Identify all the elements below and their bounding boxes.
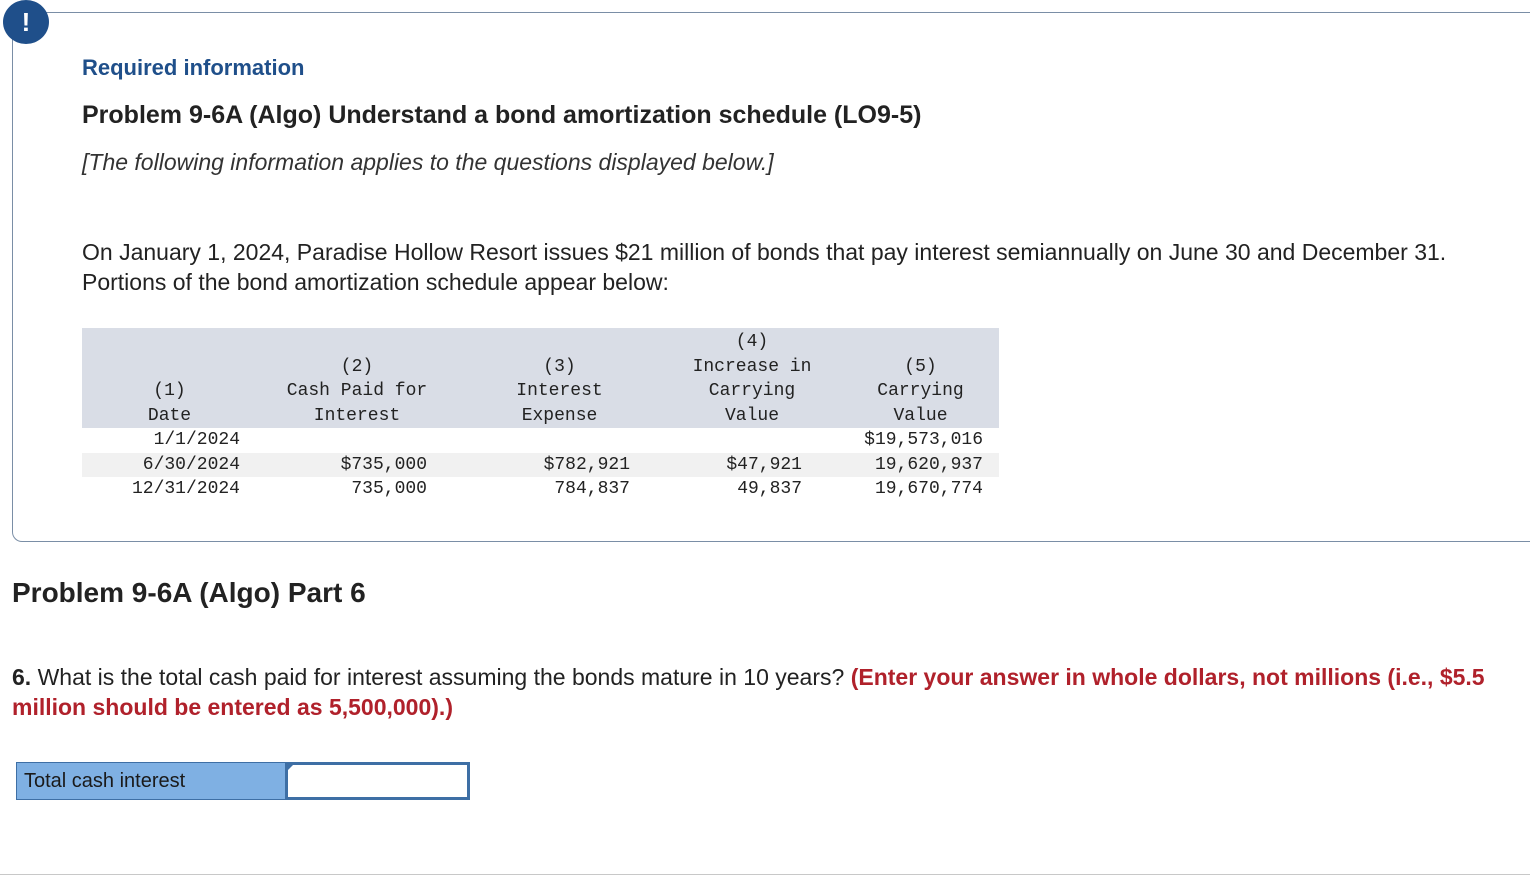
- cell-interest-expense: 784,837: [554, 479, 630, 499]
- table-row: [82, 453, 999, 478]
- cell-interest-expense: [457, 428, 662, 453]
- bottom-divider: [0, 874, 1530, 875]
- cell-carrying-value: $19,573,016: [864, 430, 983, 450]
- header-date: (1) Date: [82, 328, 257, 428]
- table-row: [82, 428, 999, 453]
- answer-input-container: [285, 763, 469, 799]
- header-interest-expense: (3) Interest Expense: [457, 328, 662, 428]
- cell-carrying-value: 19,620,937: [842, 453, 999, 478]
- applies-note: [The following information applies to the questions displayed below.]: [82, 149, 774, 175]
- header-increase-carrying-value: (4) Increase in Carrying Value: [662, 328, 842, 428]
- cell-increase: 49,837: [737, 479, 802, 499]
- cell-carrying-value: 19,670,774: [874, 479, 983, 499]
- table-header-row: [82, 328, 999, 428]
- cell-increase: $47,921: [662, 453, 842, 478]
- answer-label: Total cash interest: [17, 763, 285, 799]
- part-title: Problem 9-6A (Algo) Part 6: [12, 577, 366, 608]
- question-number: 6.: [12, 664, 32, 690]
- problem-title: Problem 9-6A (Algo) Understand a bond amortization schedule (LO9-5): [82, 101, 922, 129]
- question-instruction: (Enter your answer in whole dollars, not millions (i.e., $5.5 million should be entered as 5,500,000).): [12, 664, 1485, 720]
- cell-cash-paid: [257, 428, 457, 453]
- exclamation-icon: !: [3, 0, 49, 44]
- cell-interest-expense: $782,921: [457, 453, 662, 478]
- header-carrying-value: (5) Carrying Value: [842, 328, 999, 428]
- cell-date: 1/1/2024: [153, 430, 240, 450]
- cell-date: 6/30/2024: [82, 453, 257, 478]
- cell-increase: [662, 428, 842, 453]
- answer-row: [16, 762, 470, 800]
- required-information-heading: Required information: [82, 55, 305, 80]
- bond-amortization-table: [82, 328, 999, 502]
- question-text: [12, 662, 1522, 722]
- cell-cash-paid: 735,000: [351, 479, 427, 499]
- total-cash-interest-input[interactable]: [286, 763, 469, 799]
- header-cash-paid: (2) Cash Paid for Interest: [257, 328, 457, 428]
- problem-description: On January 1, 2024, Paradise Hollow Resort issues $21 million of bonds that pay interest semiannually on June 30 and December 31. Portions of the bond amortization schedule appear below:: [82, 239, 1447, 295]
- cell-cash-paid: $735,000: [257, 453, 457, 478]
- question-body: What is the total cash paid for interest assuming the bonds mature in 10 years?: [31, 664, 851, 690]
- cell-date: 12/31/2024: [131, 479, 240, 499]
- table-row: [82, 477, 999, 502]
